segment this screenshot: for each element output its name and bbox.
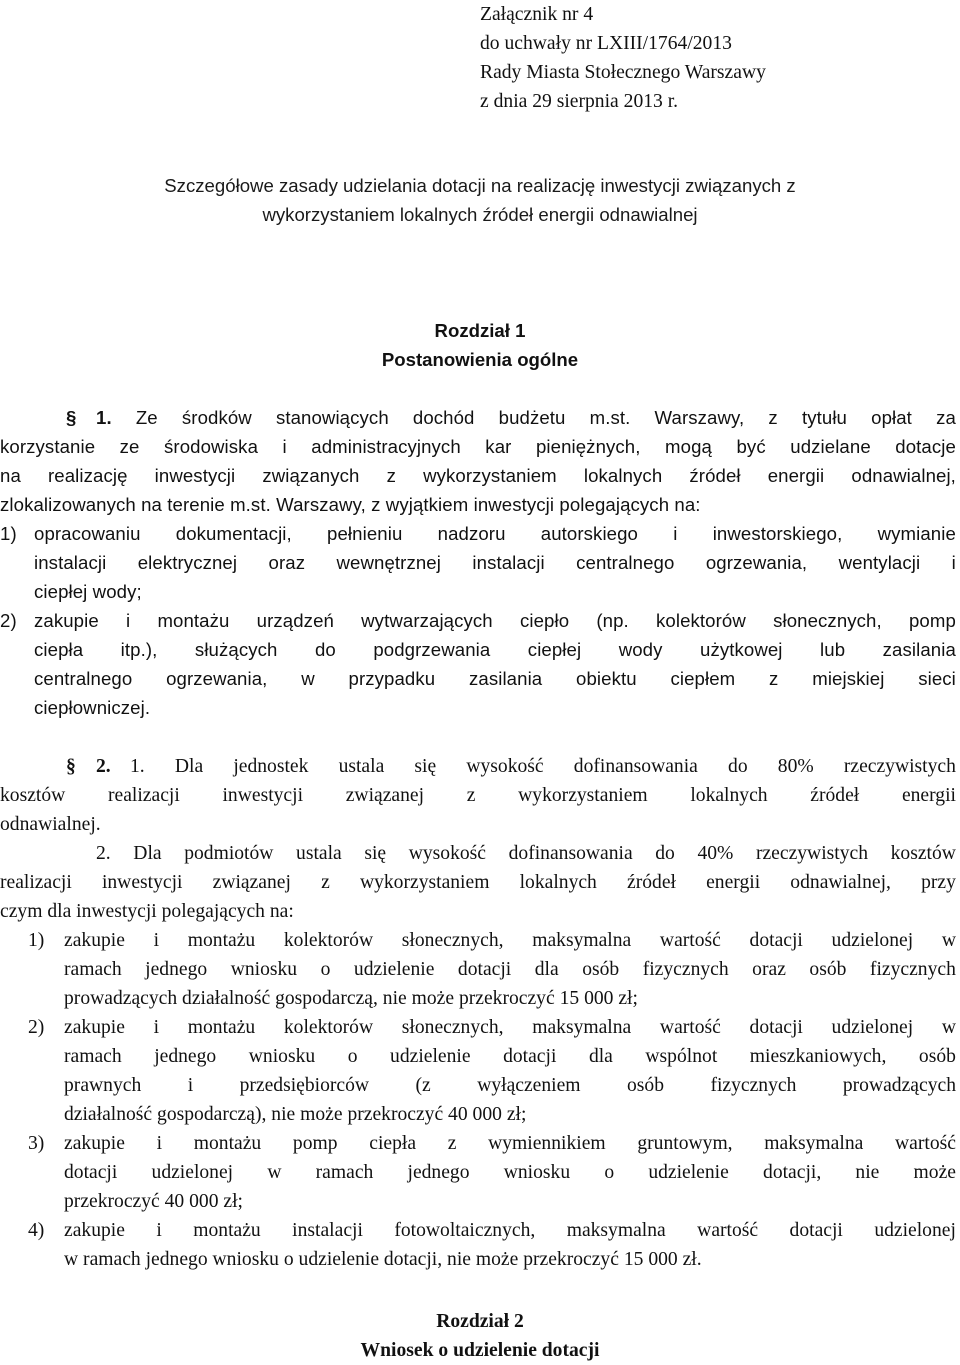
word: użytkowej	[700, 639, 783, 660]
chapter-2-number: Rozdział 2	[436, 1311, 524, 1332]
list-item-number: 3)	[28, 1133, 45, 1154]
word: wykorzystaniem	[423, 465, 557, 486]
word: instalacji	[292, 1220, 363, 1241]
word: oraz	[268, 552, 306, 573]
word: energii	[767, 465, 825, 486]
chapter-1-name: Postanowienia ogólne	[381, 349, 579, 370]
word: montażu	[193, 1133, 262, 1154]
word: środków	[181, 407, 252, 428]
word: i	[282, 436, 287, 457]
word: jednego	[154, 1046, 217, 1067]
word: wartość	[659, 1017, 721, 1038]
word: urządzeń	[256, 610, 334, 631]
attachment-line: do uchwały nr LXIII/1764/2013	[480, 33, 732, 54]
word: lub	[820, 639, 846, 660]
word: autorskiego	[540, 523, 638, 544]
word: udzielonej	[831, 930, 914, 951]
word: maksymalna	[764, 1133, 864, 1154]
word: i	[153, 930, 160, 951]
list-item-line	[64, 1013, 956, 1042]
section-1-line	[0, 432, 956, 461]
word: rzeczywistych	[843, 756, 956, 777]
word: realizację	[48, 465, 128, 486]
word: ciepła	[34, 639, 84, 660]
word: odnawialnej,	[851, 465, 956, 486]
word: 80%	[777, 756, 814, 777]
section-1-line	[0, 461, 956, 490]
word: dotacji,	[763, 1162, 822, 1183]
word: słonecznych,	[401, 1017, 504, 1038]
word: wytwarzających	[361, 610, 493, 631]
word: obiektu	[576, 668, 637, 689]
word: kolektorów	[283, 1017, 374, 1038]
title-line: Szczegółowe zasady udzielania dotacji na realizację inwestycji związanych z	[164, 175, 796, 196]
word: stanowiących	[275, 407, 389, 428]
word: gruntowym,	[637, 1133, 733, 1154]
list-item-line	[64, 1071, 956, 1100]
list-item-line	[64, 955, 956, 984]
word: realizacji	[0, 872, 72, 893]
word: na	[0, 465, 21, 486]
word: ogrzewania,	[166, 668, 268, 689]
word: dokumentacji,	[175, 523, 292, 544]
word: o	[604, 1162, 615, 1183]
word: montażu	[187, 1017, 256, 1038]
word: w	[941, 1017, 956, 1038]
word: prowadzących	[842, 1075, 956, 1096]
word: do	[655, 843, 675, 864]
word: o	[320, 959, 331, 980]
word: pieniężnych,	[535, 436, 641, 457]
word: kar	[485, 436, 512, 457]
word: słonecznych,	[773, 610, 882, 631]
word: realizacji	[108, 785, 180, 806]
word: wentylacji	[838, 552, 921, 573]
list-item-line	[64, 926, 956, 955]
word: ciepła	[369, 1133, 417, 1154]
word: dotacje	[895, 436, 956, 457]
word: (np.	[596, 610, 629, 631]
word: w	[941, 930, 956, 951]
word: mogą	[665, 436, 712, 457]
word: i	[156, 1133, 163, 1154]
word: zakupie	[64, 1220, 125, 1241]
list-item-line	[64, 1216, 956, 1245]
word: osób	[582, 959, 620, 980]
word: energii	[706, 872, 761, 893]
word: sieci	[918, 668, 956, 689]
word: lokalnych	[690, 785, 768, 806]
list-item-number: 2)	[0, 610, 17, 631]
list-item-line: przekroczyć 40 000 zł;	[64, 1191, 243, 1212]
word: o	[347, 1046, 358, 1067]
word: dla	[534, 959, 559, 980]
word: wysokość	[466, 756, 544, 777]
word: rzeczywistych	[755, 843, 869, 864]
list-item-line	[34, 548, 956, 577]
word: montażu	[157, 610, 230, 631]
word: udzielonej	[151, 1162, 234, 1183]
word: z	[447, 1133, 457, 1154]
word: oraz	[752, 959, 786, 980]
list-item-number: 1)	[0, 523, 17, 544]
word: dla	[588, 1046, 613, 1067]
word: instalacji	[472, 552, 545, 573]
word: dotacji	[503, 1046, 557, 1067]
word: udzielonej	[874, 1220, 956, 1241]
word: wyłączeniem	[477, 1075, 581, 1096]
word: wysokość	[408, 843, 486, 864]
word: wartość	[697, 1220, 759, 1241]
word: elektrycznej	[137, 552, 238, 573]
word: fizycznych	[710, 1075, 797, 1096]
word: jednostek	[233, 756, 309, 777]
section-2-number: 2.	[96, 756, 111, 777]
word: wniosku	[248, 1046, 316, 1067]
word: mieszkaniowych,	[749, 1046, 887, 1067]
word: Dla	[133, 843, 162, 864]
word: dotacji	[789, 1220, 843, 1241]
word: nadzoru	[437, 523, 506, 544]
word: montażu	[193, 1220, 261, 1241]
word: ustala	[338, 756, 385, 777]
word: ze	[119, 436, 140, 457]
word: montażu	[187, 930, 256, 951]
word: lokalnych	[583, 465, 663, 486]
title-line: wykorzystaniem lokalnych źródeł energii odnawialnej	[262, 204, 698, 225]
word: z	[466, 785, 476, 806]
word: się	[364, 843, 387, 864]
section-symbol: §	[66, 407, 77, 428]
word: ramach	[64, 1046, 122, 1067]
word: (z	[415, 1075, 431, 1096]
word: udzielonej	[831, 1017, 914, 1038]
word: centralnego	[576, 552, 675, 573]
chapter-1-number: Rozdział 1	[434, 320, 526, 341]
word: i	[673, 523, 678, 544]
word: maksymalna	[532, 930, 632, 951]
section-2-line	[96, 839, 956, 868]
word: zasilania	[882, 639, 956, 660]
section-1-line: zlokalizowanych na terenie m.st. Warszawy, z wyjątkiem inwestycji polegających na:	[0, 494, 701, 515]
word: słonecznych,	[401, 930, 504, 951]
word: osób	[918, 1046, 956, 1067]
word: wartość	[659, 930, 721, 951]
word: inwestorskiego,	[712, 523, 843, 544]
word: służących	[194, 639, 278, 660]
list-item-line: ciepłowniczej.	[34, 697, 151, 718]
word: ciepło	[519, 610, 570, 631]
word: m.st.	[589, 407, 631, 428]
word: się	[414, 756, 437, 777]
word: budżetu	[498, 407, 566, 428]
word: miejskiej	[812, 668, 885, 689]
word: kolektorów	[656, 610, 746, 631]
section-2-line: czym dla inwestycji polegających na:	[0, 901, 294, 922]
word: w	[267, 1162, 282, 1183]
word: dotacji	[749, 1017, 803, 1038]
word: energii	[901, 785, 956, 806]
word: korzystanie	[0, 436, 96, 457]
word: Ze	[135, 407, 158, 428]
word: udzielenie	[648, 1162, 729, 1183]
word: i	[126, 610, 131, 631]
word: w	[301, 668, 315, 689]
word: ustala	[296, 843, 342, 864]
word: wymianie	[877, 523, 956, 544]
word: źródeł	[689, 465, 741, 486]
word: 40%	[697, 843, 734, 864]
word: dotacji	[64, 1162, 118, 1183]
attachment-line: z dnia 29 sierpnia 2013 r.	[480, 91, 679, 112]
list-item-line	[64, 1129, 956, 1158]
word: centralnego	[34, 668, 133, 689]
section-2-line	[0, 868, 956, 897]
word: prawnych	[64, 1075, 142, 1096]
word: wody	[618, 639, 663, 660]
word: być	[736, 436, 766, 457]
word: fotowoltaicznych,	[394, 1220, 536, 1241]
word: do	[314, 639, 336, 660]
list-item-number: 4)	[28, 1220, 45, 1241]
word: przedsiębiorców	[239, 1075, 370, 1096]
list-item-line: ciepłej wody;	[34, 581, 142, 602]
word: wniosku	[503, 1162, 571, 1183]
word: maksymalna	[532, 1017, 632, 1038]
document-title	[0, 171, 960, 229]
word: udzielane	[790, 436, 871, 457]
word: dofinansowania	[573, 756, 698, 777]
word: z	[321, 872, 330, 893]
section-1-number: 1.	[96, 407, 112, 428]
word: podgrzewania	[373, 639, 491, 660]
word: związanych	[262, 465, 360, 486]
word: podmiotów	[184, 843, 274, 864]
word: 2.	[96, 843, 111, 864]
word: wniosku	[230, 959, 298, 980]
word: źródeł	[627, 872, 676, 893]
word: związanej	[345, 785, 425, 806]
word: zakupie	[64, 930, 125, 951]
word: i	[156, 1220, 162, 1241]
word: nie	[855, 1162, 880, 1183]
word: wspólnot	[645, 1046, 718, 1067]
word: administracyjnych	[311, 436, 461, 457]
word: itp.),	[120, 639, 158, 660]
section-symbol: §	[66, 756, 76, 777]
word: Warszawy,	[654, 407, 745, 428]
word: 1.	[130, 756, 145, 777]
word: zasilania	[468, 668, 543, 689]
word: fizycznych	[869, 959, 956, 980]
word: odnawialnej,	[790, 872, 891, 893]
word: jednego	[145, 959, 208, 980]
word: pełnieniu	[327, 523, 403, 544]
word: przy	[921, 872, 956, 893]
word: wykorzystaniem	[359, 872, 490, 893]
word: jednego	[407, 1162, 470, 1183]
word: źródeł	[810, 785, 860, 806]
word: Dla	[174, 756, 204, 777]
word: inwestycji	[222, 785, 304, 806]
word: ogrzewania,	[705, 552, 808, 573]
list-item-number: 1)	[28, 930, 45, 951]
word: zakupie	[34, 610, 99, 631]
word: i	[153, 1017, 160, 1038]
word: dochód	[412, 407, 475, 428]
word: inwestycji	[154, 465, 236, 486]
word: ciepłej	[527, 639, 582, 660]
word: kosztów	[0, 785, 66, 806]
list-item-line	[64, 1158, 956, 1187]
list-item-line	[34, 519, 956, 548]
word: dotacji	[457, 959, 512, 980]
word: ramach	[64, 959, 122, 980]
word: maksymalna	[566, 1220, 666, 1241]
list-item-line: prowadzących działalność gospodarczą, nie może przekroczyć 15 000 zł;	[64, 988, 638, 1009]
word: kolektorów	[283, 930, 374, 951]
attachment-line: Załącznik nr 4	[480, 4, 594, 25]
word: środowiska	[164, 436, 259, 457]
word: udzielenie	[390, 1046, 471, 1067]
section-2-line: odnawialnej.	[0, 814, 101, 835]
attachment-header	[480, 0, 766, 116]
word: ramach	[315, 1162, 374, 1183]
attachment-line: Rady Miasta Stołecznego Warszawy	[480, 62, 766, 83]
list-item-line	[34, 606, 956, 635]
word: kosztów	[890, 843, 956, 864]
word: wartość	[895, 1133, 956, 1154]
word: osób	[809, 959, 847, 980]
word: udzielenie	[353, 959, 435, 980]
word: może	[913, 1162, 956, 1183]
word: z	[769, 668, 779, 689]
section-1-line	[96, 403, 956, 432]
word: opracowaniu	[34, 523, 141, 544]
word: tytułu	[801, 407, 847, 428]
word: pomp	[908, 610, 956, 631]
section-2-line	[130, 752, 956, 781]
word: lokalnych	[519, 872, 597, 893]
word: wewnętrznej	[336, 552, 441, 573]
word: instalacji	[34, 552, 107, 573]
word: opłat	[871, 407, 912, 428]
word: inwestycji	[101, 872, 183, 893]
list-item-line	[34, 635, 956, 664]
word: do	[728, 756, 748, 777]
word: i	[951, 552, 956, 573]
word: dofinansowania	[508, 843, 633, 864]
word: zakupie	[64, 1017, 125, 1038]
word: ciepłem	[670, 668, 736, 689]
list-item-line	[34, 664, 956, 693]
chapter-2-name: Wniosek o udzielenie dotacji	[360, 1340, 600, 1361]
list-item-number: 2)	[28, 1017, 45, 1038]
word: zakupie	[64, 1133, 125, 1154]
word: fizycznych	[642, 959, 729, 980]
word: wykorzystaniem	[518, 785, 648, 806]
word: za	[936, 407, 956, 428]
word: i	[187, 1075, 194, 1096]
word: wymiennikiem	[488, 1133, 606, 1154]
list-item-line	[64, 1042, 956, 1071]
word: pomp	[292, 1133, 338, 1154]
word: z	[386, 465, 396, 486]
list-item-line: w ramach jednego wniosku o udzielenie dotacji, nie może przekroczyć 15 000 zł.	[64, 1249, 702, 1270]
word: osób	[626, 1075, 665, 1096]
word: z	[768, 407, 778, 428]
word: dotacji	[749, 930, 803, 951]
word: przypadku	[348, 668, 436, 689]
list-item-line: działalność gospodarczą), nie może przekroczyć 40 000 zł;	[64, 1104, 527, 1125]
word: związanej	[212, 872, 291, 893]
section-2-line	[0, 781, 956, 810]
